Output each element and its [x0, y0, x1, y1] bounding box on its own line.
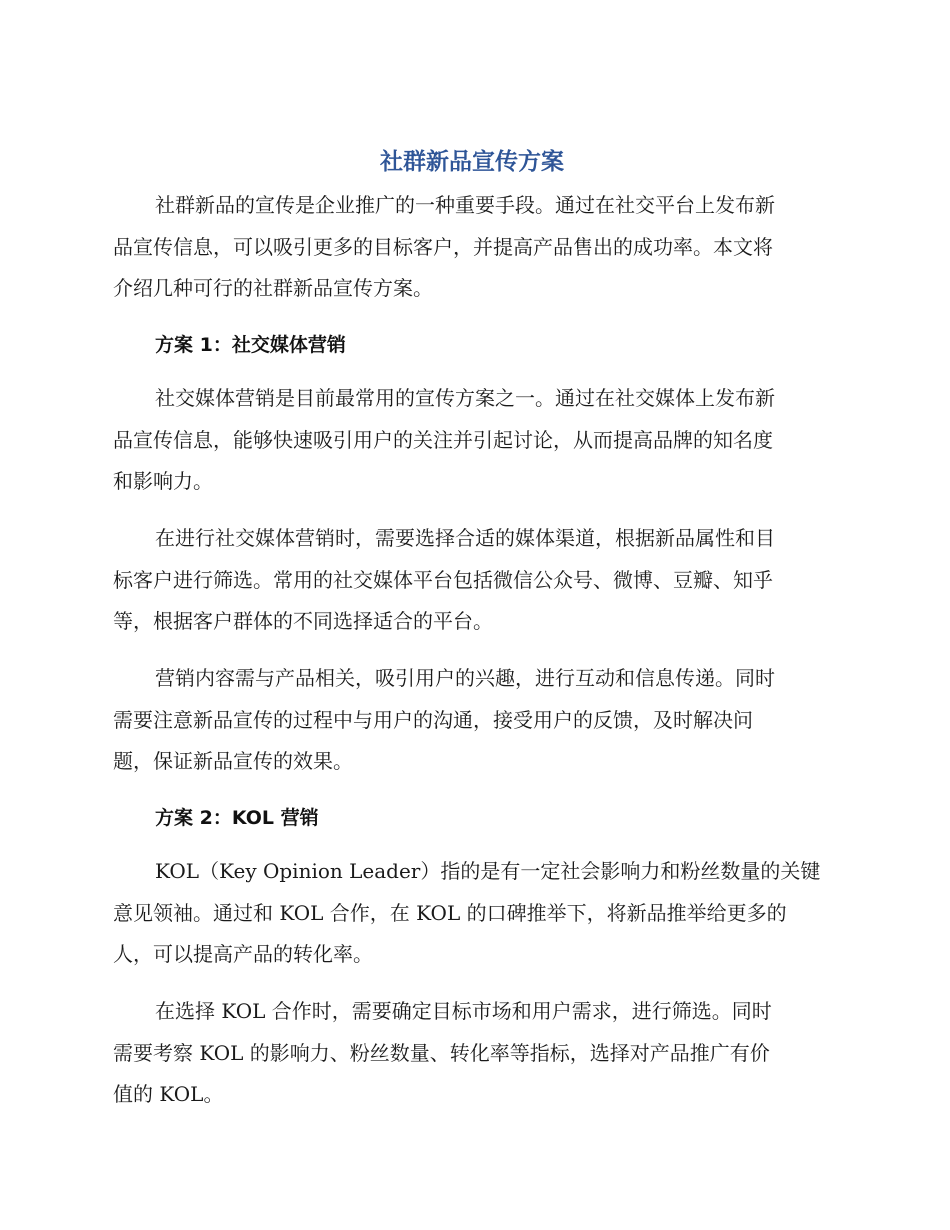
paragraph-line: 品宣传信息，可以吸引更多的目标客户，并提高产品售出的成功率。本文将 [113, 234, 773, 259]
section-2-paragraph-2 [113, 991, 831, 1116]
section-1-paragraph-2 [113, 518, 831, 643]
paragraph-line: 在选择 KOL 合作时，需要确定目标市场和用户需求，进行筛选。同时 [155, 999, 772, 1023]
section-1-paragraph-1 [113, 378, 831, 503]
paragraph-line: 需要注意新品宣传的过程中与用户的沟通，接受用户的反馈，及时解决问 [113, 707, 753, 732]
paragraph-line: 人，可以提高产品的转化率。 [113, 942, 373, 966]
paragraph-line: 需要考察 KOL 的影响力、粉丝数量、转化率等指标，选择对产品推广有价 [113, 1040, 770, 1065]
paragraph-line: KOL（Key Opinion Leader）指的是有一定社会影响力和粉丝数量的关键 [155, 859, 821, 883]
paragraph-line: 品宣传信息，能够快速吸引用户的关注并引起讨论，从而提高品牌的知名度 [113, 427, 773, 452]
paragraph-line: 意见领袖。通过和 KOL 合作，在 KOL 的口碑推举下，将新品推举给更多的 [113, 900, 787, 925]
paragraph-line: 营销内容需与产品相关，吸引用户的兴趣，进行互动和信息传递。同时 [155, 666, 775, 690]
paragraph-line: 社群新品的宣传是企业推广的一种重要手段。通过在社交平台上发布新 [155, 193, 775, 217]
section-2-paragraph-1 [113, 851, 831, 976]
section-2-heading: 方案 2：KOL 营销 [155, 807, 319, 829]
intro-paragraph [113, 185, 831, 310]
document-title: 社群新品宣传方案 [380, 149, 564, 175]
section-1-paragraph-3 [113, 658, 831, 783]
paragraph-line: 在进行社交媒体营销时，需要选择合适的媒体渠道，根据新品属性和目 [155, 526, 775, 550]
paragraph-line: 社交媒体营销是目前最常用的宣传方案之一。通过在社交媒体上发布新 [155, 386, 775, 410]
section-1-heading: 方案 1：社交媒体营销 [155, 334, 346, 356]
paragraph-line: 和影响力。 [113, 469, 213, 493]
paragraph-line: 介绍几种可行的社群新品宣传方案。 [113, 276, 433, 300]
paragraph-line: 等，根据客户群体的不同选择适合的平台。 [113, 609, 493, 633]
paragraph-line: 值的 KOL。 [113, 1082, 224, 1106]
paragraph-line: 题，保证新品宣传的效果。 [113, 749, 353, 773]
paragraph-line: 标客户进行筛选。常用的社交媒体平台包括微信公众号、微博、豆瓣、知乎 [113, 567, 773, 592]
